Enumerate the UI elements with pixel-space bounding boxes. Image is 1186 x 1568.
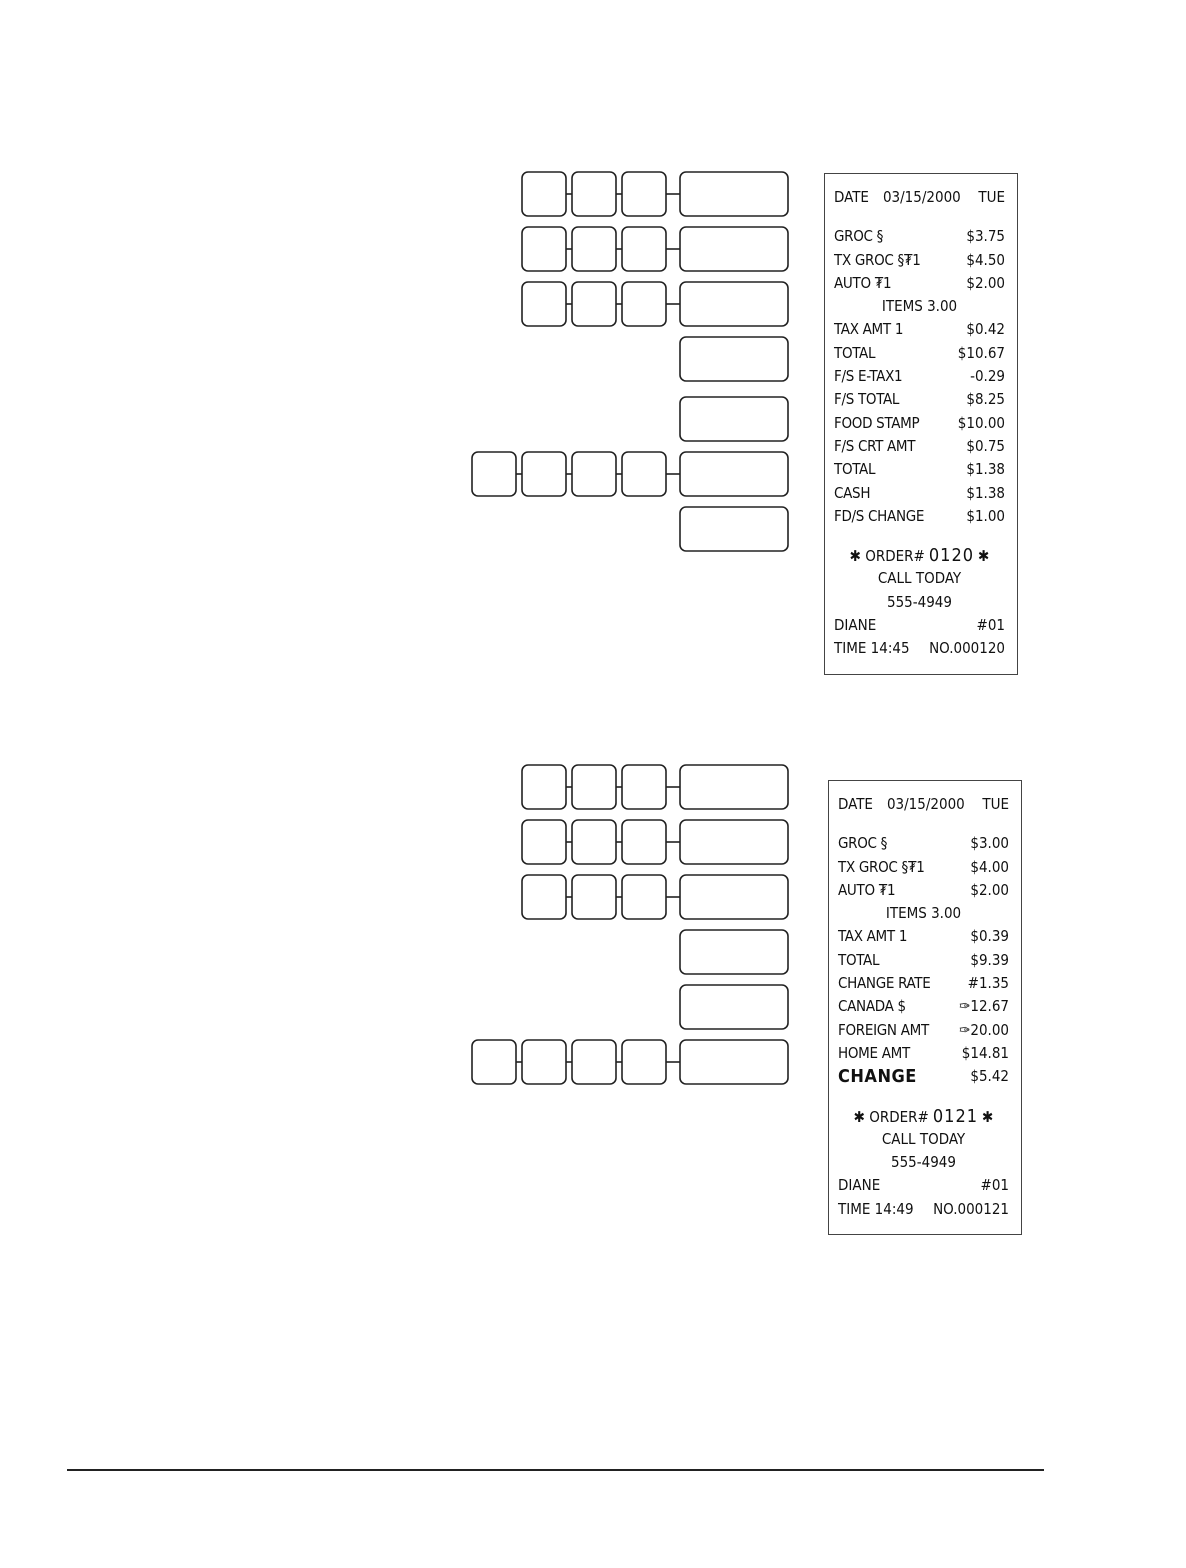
blank-key [680, 875, 788, 919]
receipt-item-line: TX GROC §₮1 $4.50 [834, 250, 1005, 269]
order-line [838, 1105, 1009, 1128]
blank-key [472, 452, 516, 496]
blank-key [622, 1040, 666, 1084]
receipt-message: CALL TODAY [881, 1129, 966, 1148]
receipt-total-line: F/S CRT AMT $0.75 [834, 436, 1005, 455]
footer-rule [67, 1469, 1044, 1471]
blank-key [680, 985, 788, 1029]
receipt-total-line: F/S TOTAL $8.25 [834, 390, 1005, 409]
blank-key [522, 452, 566, 496]
key-sequence-1 [472, 172, 788, 551]
receipt-message: CALL TODAY [877, 569, 962, 588]
blank-key [680, 765, 788, 809]
blank-key [622, 452, 666, 496]
clerk-line: DIANE #01 [834, 616, 1005, 635]
date-value: 03/15/2000 [882, 188, 961, 206]
blank-key [572, 875, 616, 919]
change-line [838, 1065, 1009, 1088]
blank-key [522, 172, 566, 216]
blank-key [522, 875, 566, 919]
date-label: DATE [834, 188, 869, 206]
receipt-1 [824, 173, 1018, 675]
receipt-total-line: TOTAL $9.39 [838, 950, 1009, 969]
receipt-item-line: TX GROC §₮1 $4.00 [838, 857, 1009, 876]
blank-key [680, 172, 788, 216]
blank-key [680, 452, 788, 496]
blank-key [472, 1040, 516, 1084]
order-prefix: ✱ ORDER# [853, 1107, 929, 1126]
blank-key [572, 227, 616, 271]
order-prefix: ✱ ORDER# [849, 547, 925, 566]
blank-key [622, 282, 666, 326]
blank-key [680, 397, 788, 441]
day-value: TUE [982, 795, 1009, 813]
blank-key [572, 820, 616, 864]
blank-key [622, 765, 666, 809]
blank-key [572, 765, 616, 809]
receipt-total-line: FD/S CHANGE $1.00 [834, 506, 1005, 525]
blank-key [572, 282, 616, 326]
receipt-2 [828, 780, 1022, 1235]
items-count: ITEMS 3.00 [885, 904, 962, 923]
receipt-item-line: AUTO ₮1 $2.00 [838, 880, 1009, 899]
blank-key [522, 765, 566, 809]
receipt-total-line: TAX AMT 1 $0.42 [834, 320, 1005, 339]
date-label: DATE [838, 795, 873, 813]
receipt-item-line: AUTO ₮1 $2.00 [834, 273, 1005, 292]
blank-key [680, 227, 788, 271]
blank-key [522, 282, 566, 326]
blank-key [622, 227, 666, 271]
receipt-total-line: FOOD STAMP $10.00 [834, 413, 1005, 432]
items-count: ITEMS 3.00 [881, 297, 958, 316]
receipt-total-line: CASH $1.38 [834, 483, 1005, 502]
receipt-total-line: HOME AMT $14.81 [838, 1043, 1009, 1062]
clerk-line: DIANE #01 [838, 1176, 1009, 1195]
blank-key [522, 820, 566, 864]
receipt-total-line: CANADA $ ✑12.67 [838, 997, 1009, 1016]
receipt-date-line [838, 793, 1009, 816]
change-label: CHANGE [838, 1066, 917, 1088]
receipt-total-line: TOTAL $1.38 [834, 460, 1005, 479]
change-value: $5.42 [970, 1067, 1009, 1086]
date-value: 03/15/2000 [886, 795, 965, 813]
receipt-item-line: GROC § $3.00 [838, 834, 1009, 853]
blank-key [680, 930, 788, 974]
order-suffix: ✱ [978, 547, 990, 566]
receipt-date-line [834, 186, 1005, 209]
blank-key [680, 507, 788, 551]
blank-key [572, 172, 616, 216]
blank-key [622, 875, 666, 919]
order-suffix: ✱ [982, 1107, 994, 1126]
receipt-total-line: F/S E-TAX1 -0.29 [834, 367, 1005, 386]
receipt-total-line: CHANGE RATE #1.35 [838, 974, 1009, 993]
blank-key [522, 1040, 566, 1084]
blank-key [572, 452, 616, 496]
blank-key [680, 337, 788, 381]
blank-key [622, 820, 666, 864]
order-line [834, 544, 1005, 567]
order-number: 0120 [928, 545, 975, 567]
order-number: 0121 [932, 1105, 979, 1127]
receipt-phone: 555-4949 [887, 592, 952, 611]
time-line: TIME 14:45 NO.000120 [834, 639, 1005, 658]
blank-key [680, 282, 788, 326]
blank-key [680, 1040, 788, 1084]
receipt-total-line: TOTAL $10.67 [834, 343, 1005, 362]
receipt-phone: 555-4949 [891, 1153, 956, 1172]
receipt-item-line: GROC § $3.75 [834, 227, 1005, 246]
blank-key [572, 1040, 616, 1084]
receipt-total-line: FOREIGN AMT ✑20.00 [838, 1020, 1009, 1039]
blank-key [522, 227, 566, 271]
receipt-total-line: TAX AMT 1 $0.39 [838, 927, 1009, 946]
key-sequence-2 [472, 765, 788, 1084]
blank-key [622, 172, 666, 216]
day-value: TUE [978, 188, 1005, 206]
blank-key [680, 820, 788, 864]
time-line: TIME 14:49 NO.000121 [838, 1199, 1009, 1218]
